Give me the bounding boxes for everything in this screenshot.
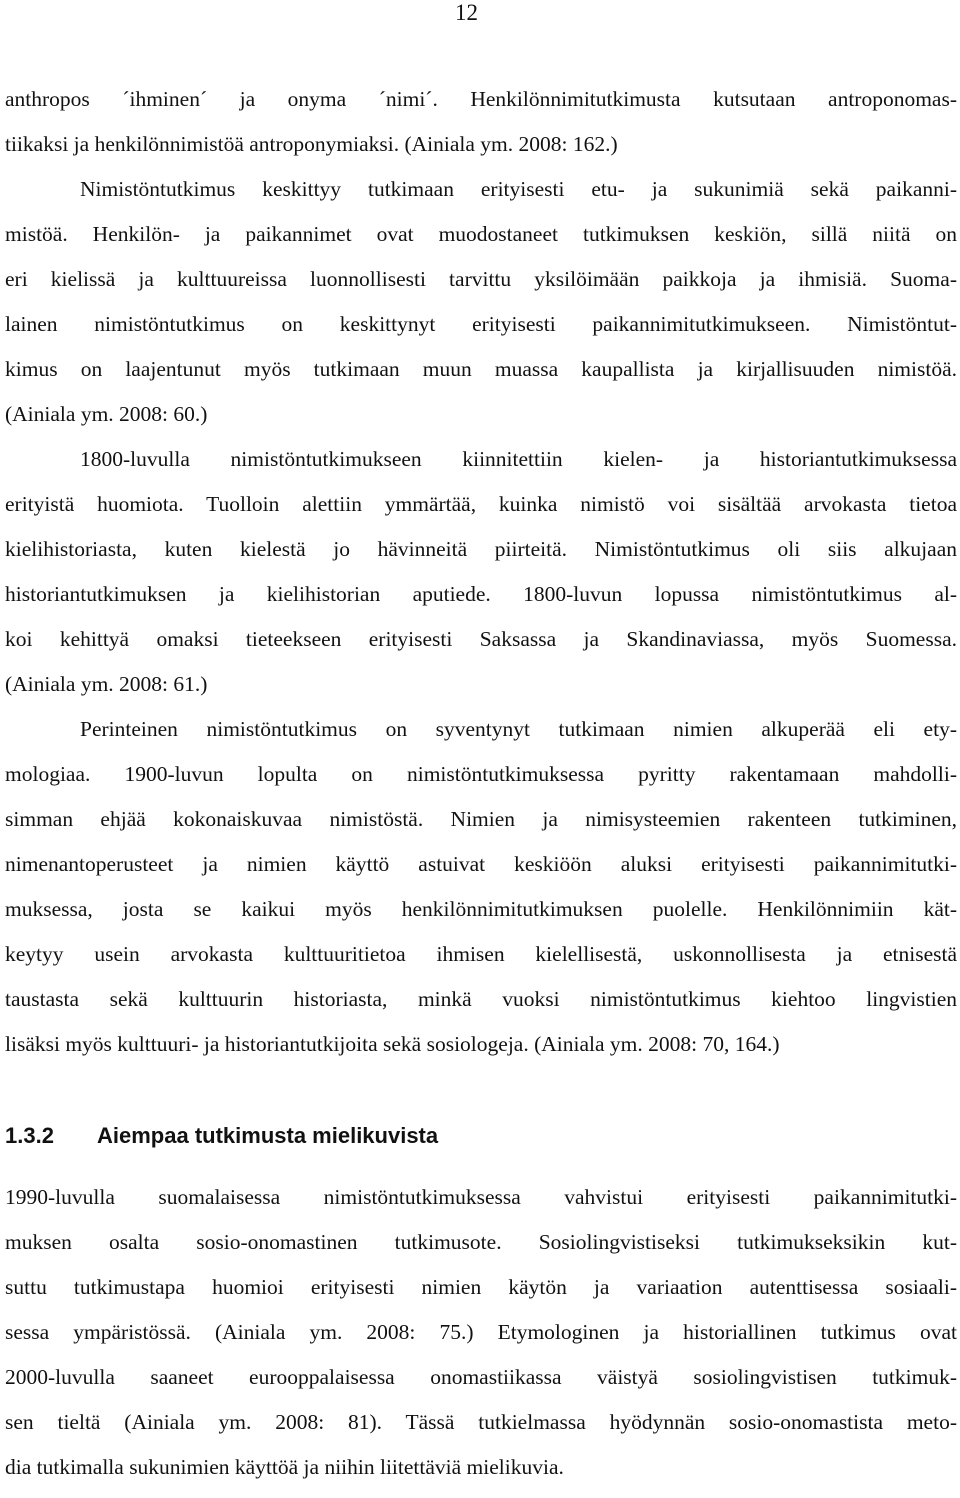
text-line: suttu tutkimustapa huomioi erityisesti nimien käytön ja variaation autenttisessa sosiaali- (5, 1275, 957, 1299)
text-line: lainen nimistöntutkimus on keskittynyt erityisesti paikannimitutkimukseen. Nimistöntut- (5, 312, 957, 336)
text-line: sessa ympäristössä. (Ainiala ym. 2008: 75.) Etymologinen ja historiallinen tutkimus ovat (5, 1320, 957, 1344)
text-line: dia tutkimalla sukunimien käyttöä ja niihin liitettäviä mielikuvia. (5, 1455, 564, 1479)
text-line: taustasta sekä kulttuurin historiasta, minkä vuoksi nimistöntutkimus kiehtoo lingvistien (5, 987, 957, 1011)
text-line: kimus on laajentunut myös tutkimaan muun muassa kaupallista ja kirjallisuuden nimistöä. (5, 357, 957, 381)
paragraph (5, 85, 957, 175)
text-line: (Ainiala ym. 2008: 60.) (5, 402, 208, 426)
text-line: eri kielissä ja kulttuureissa luonnollisesti tarvittu yksilöimään paikkoja ja ihmisiä. Suoma- (5, 267, 957, 291)
text-line: mologiaa. 1900-luvun lopulta on nimistöntutkimuksessa pyritty rakentamaan mahdolli- (5, 762, 957, 786)
section-body (5, 1183, 957, 1498)
text-line: anthropos ´ihminen´ ja onyma ´nimi´. Henkilönnimitutkimusta kutsutaan antroponomas- (5, 87, 957, 111)
text-line: muksen osalta sosio-onomastinen tutkimusote. Sosiolingvistiseksi tutkimukseksikin kut- (5, 1230, 957, 1254)
text-line: erityistä huomiota. Tuolloin alettiin ymmärtää, kuinka nimistö voi sisältää arvokasta tietoa (5, 492, 957, 516)
text-line: muksessa, josta se kaikui myös henkilönnimitutkimuksen puolelle. Henkilönnimiin kät- (5, 897, 957, 921)
paragraph (5, 175, 957, 445)
section-heading (5, 1121, 957, 1153)
paragraph (5, 1183, 957, 1498)
text-line: 1990-luvulla suomalaisessa nimistöntutkimuksessa vahvistui erityisesti paikannimitutki- (5, 1185, 957, 1209)
text-line: mistöä. Henkilön- ja paikannimet ovat muodostaneet tutkimuksen keskiön, sillä niitä on (5, 222, 957, 246)
text-line: keytyy usein arvokasta kulttuuritietoa ihmisen kielellisestä, uskonnollisesta ja etnisestä (5, 942, 957, 966)
text-line: historiantutkimuksen ja kielihistorian aputiede. 1800-luvun lopussa nimistöntutkimus al- (5, 582, 957, 606)
text-line: Nimistöntutkimus keskittyy tutkimaan erityisesti etu- ja sukunimiä sekä paikanni- (80, 177, 957, 201)
text-line: kielihistoriasta, kuten kielestä jo hävinneitä piirteitä. Nimistöntutkimus oli siis alkujaan (5, 537, 957, 561)
text-line: simman ehjää kokonaiskuvaa nimistöstä. Nimien ja nimisysteemien rakenteen tutkiminen, (5, 807, 957, 831)
paragraph (5, 715, 957, 1075)
text-line: lisäksi myös kulttuuri- ja historiantutkijoita sekä sosiologeja. (Ainiala ym. 2008: 70, 164.) (5, 1032, 780, 1056)
text-line: Perinteinen nimistöntutkimus on syventynyt tutkimaan nimien alkuperää eli ety- (80, 717, 957, 741)
text-line: tiikaksi ja henkilönnimistöä antroponymiaksi. (Ainiala ym. 2008: 162.) (5, 132, 618, 156)
section-number: 1.3.2 (5, 1123, 54, 1148)
text-line: sen tieltä (Ainiala ym. 2008: 81). Tässä tutkielmassa hyödynnän sosio-onomastista meto- (5, 1410, 957, 1434)
text-line: nimenantoperusteet ja nimien käyttö astuivat keskiöön aluksi erityisesti paikannimitutki- (5, 852, 957, 876)
section-title: Aiempaa tutkimusta mielikuvista (97, 1123, 439, 1148)
text-line: 1800-luvulla nimistöntutkimukseen kiinnitettiin kielen- ja historiantutkimuksessa (80, 447, 957, 471)
paragraph (5, 445, 957, 715)
page-number: 12 (455, 0, 478, 25)
text-line: koi kehittyä omaksi tieteekseen erityisesti Saksassa ja Skandinaviassa, myös Suomessa. (5, 627, 957, 651)
text-line: (Ainiala ym. 2008: 61.) (5, 672, 208, 696)
body-text (5, 85, 957, 1075)
text-line: 2000-luvulla saaneet eurooppalaisessa onomastiikassa väistyä sosiolingvistisen tutkimuk- (5, 1365, 957, 1389)
